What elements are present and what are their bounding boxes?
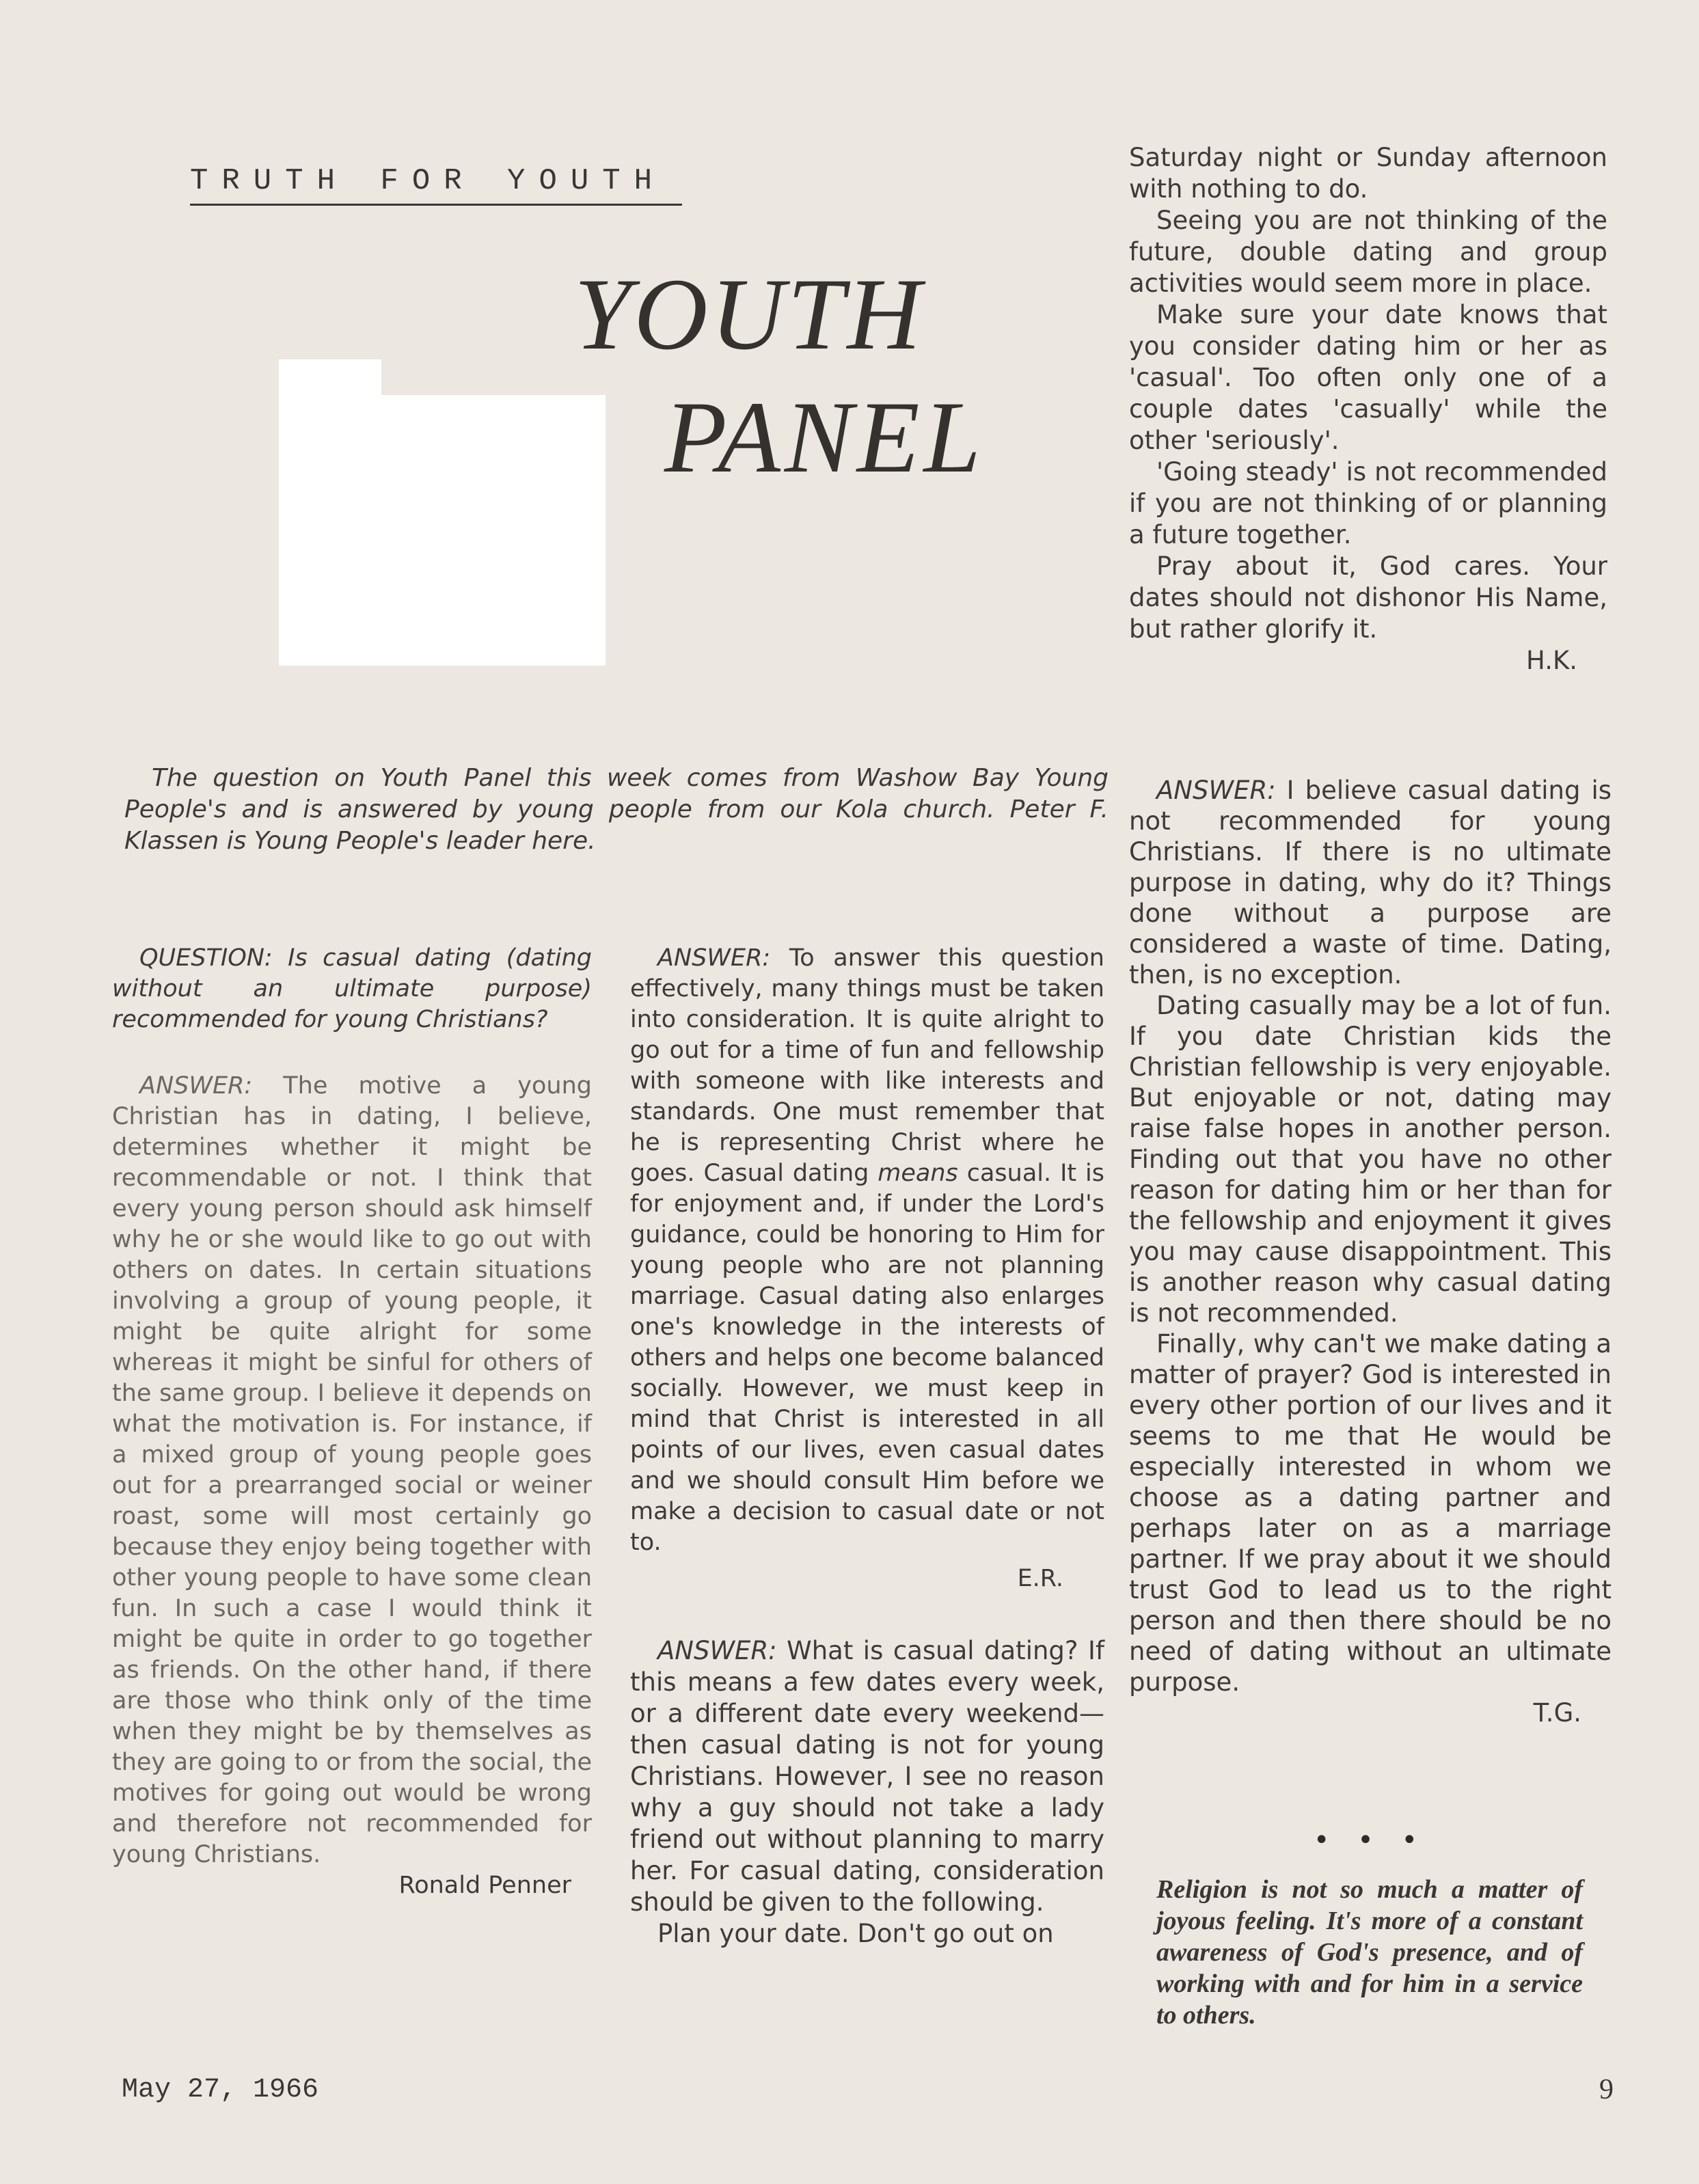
column-1 [112,943,592,1901]
page-number: 9 [1599,2074,1614,2105]
answer-3-label: ANSWER: [657,1636,777,1665]
section-kicker: TRUTH FOR YOUTH [190,164,682,206]
answer-4-p2: Dating casually may be a lot of fun. If you date Christian kids the Christian fellowship is very enjoyable. But enjoyable or not, dating may raise false hopes in another person. Finding out that you have no other reason for dating him or her than for the fellowship and enjoyment it gives you may cause disappointment. This is another reason why casual dating is not recommended. [1129,991,1612,1328]
answer-3-lead: What is casual dating? [787,1636,1078,1665]
answer-4-p1 [1129,775,1612,990]
answer-3-cont-2: Seeing you are not thinking of the future, double dating and group activities would seem more in place. [1129,206,1607,298]
answer-4-signature: T.G. [1533,1698,1581,1728]
photo-placeholder [279,359,381,400]
column-3-top [1129,142,1607,677]
answer-1-text: The motive a young Christian has in dating, I believe, determines whether it might be recommendable or not. I think that every young person should ask himself why he or she would like to go out with others on dates. In certain situations involving a group of young people, it might be quite alright for some whereas it might be sinful for others of the same group. I believe it depends on what the motivation is. For instance, if a mixed group of young people goes out for a prearranged social or weiner roast, some will most certainly go because they enjoy being together with other young people to have some clean fun. In such a case I would think it might be quite in order to go together as friends. On the other hand, if there are those who think only of the time when they might be by themselves as they are going to or from the social, the motives for going out would be wrong and therefore not recommended for young Christians. [112,1072,592,1868]
title-line-1: YOUTH [574,258,924,371]
answer-2-text-emph: means [878,1160,958,1187]
footer-date: May 27, 1966 [122,2075,319,2105]
separator-bullets: • • • [1313,1825,1428,1856]
answer-4-text: I believe casual dating is not recommended for young Christians. If there is no ultimate purpose in dating, why do it? Things done without a purpose are considered a waste of time. Dating, then, is no exception. [1129,776,1612,989]
answer-3-signature: H.K. [1526,646,1577,675]
answer-3 [630,1635,1104,1918]
answer-2-text-after: casual. It is for enjoyment and, if under the Lord's guidance, could be honoring to Him for young people who are not planning marriage. Casual dating also enlarges one's knowledge in the interests of others and helps one become balanced socially. However, we must keep in mind that Christ is interested in all points of our lives, even casual dates and we should consult Him before we make a decision to casual date or not to. [630,1160,1104,1556]
answer-3-text: If this means a few dates every week, or a different date every weekend—then casual dating is not for young Christians. However, I see no reason why a guy should not take a lady friend out without planning to marry her. For casual dating, consideration should be given to the following. [630,1636,1104,1917]
title-line-2: PANEL [664,381,986,494]
answer-2 [630,943,1104,1558]
answer-1-label: ANSWER: [139,1072,253,1100]
answer-1-signature: Ronald Penner [398,1872,571,1899]
page-title [574,256,1066,495]
intro-text: The question on Youth Panel this week comes from Washow Bay Young People's and is answered by young people from our Kola church. Peter F. Klassen is Young People's leader here. [124,764,1109,855]
question-text: Is casual dating (dating without an ultimate purpose) recommended for young Christians? [112,944,592,1033]
column-3-bottom [1129,775,1612,1728]
answer-3-cont-1: Saturday night or Sunday afternoon with nothing to do. [1129,143,1607,204]
answer-4-label: ANSWER: [1156,776,1276,805]
answer-2-text-before: To answer this question effectively, many things must be taken into consideration. It is quite alright to go out for a time of fun and fellowship with someone with like interests and standards. One must remember that he is representing Christ where he goes. Casual dating [630,944,1104,1187]
answer-3-cont-5: Pray about it, God cares. Your dates should not dishonor His Name, but rather glorify it. [1129,551,1607,644]
answer-3-cont-3: Make sure your date knows that you consider dating him or her as 'casual'. Too often only one of a couple dates 'casually' while the other 'seriously'. [1129,300,1607,455]
answer-2-signature: E.R. [1017,1565,1063,1592]
answer-1 [112,1071,592,1870]
answer-2-label: ANSWER: [657,944,771,972]
quote-box: Religion is not so much a matter of joyous feeling. It's more of a constant awareness of God's presence, and of working with and for him in a service to others. [1156,1875,1583,2030]
question-label: QUESTION: [139,944,273,972]
question [112,943,592,1035]
photo-placeholder-main [279,395,606,666]
answer-3-cont-4: 'Going steady' is not recommended if you are not thinking of or planning a future together. [1129,457,1607,549]
column-2 [630,943,1104,1950]
answer-4-p3: Finally, why can't we make dating a matter of prayer? God is interested in every other portion of our lives and it seems to me that He would be especially interested in whom we choose as a dating partner and perhaps later on as a marriage partner. If we pray about it we should trust God to lead us to the right person and then there should be no need of dating without an ultimate purpose. [1129,1329,1612,1697]
answer-3-para-2: Plan your date. Don't go out on [657,1919,1054,1948]
